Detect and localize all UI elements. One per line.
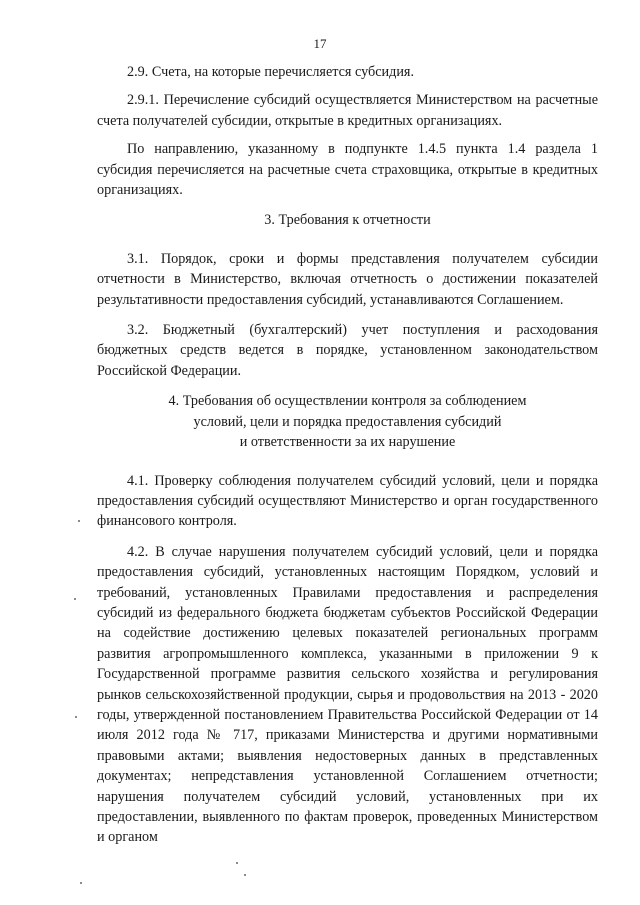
scan-speck (80, 882, 82, 884)
section-4-title-line-3: и ответственности за их нарушение (239, 434, 456, 451)
paragraph-3-2: 3.2. Бюджетный (бухгалтерский) учет поступления и расходования бюджетных средств ведется в порядке, установленном законодательством Российской Федерации. (97, 322, 598, 379)
scan-speck (244, 874, 246, 876)
scan-speck (75, 716, 77, 718)
paragraph-3-1: 3.1. Порядок, сроки и формы представления получателем субсидии отчетности в Министерство, включая отчетность о достижении показателей результативности предоставления субсидий, устанавливаются Соглашением. (97, 250, 598, 308)
section-4-title-line-2: условий, цели и порядка предоставления субсидий (193, 413, 502, 430)
section-4-title-line-1: 4. Требования об осуществлении контроля за соблюдением (168, 393, 527, 410)
page-number: 17 (313, 36, 327, 51)
document-body (97, 62, 598, 858)
scan-speck (236, 862, 238, 864)
section-3-title: 3. Требования к отчетности (264, 212, 431, 229)
paragraph-4-1: 4.1. Проверку соблюдения получателем субсидий условий, цели и порядка предоставления субсидий осуществляют Министерство и орган государственного финансового контроля. (97, 472, 598, 530)
paragraph-direction: По направлению, указанному в подпункте 1.4.5 пункта 1.4 раздела 1 субсидия перечисляется на расчетные счета страховщика, открытые в кредитных организациях. (97, 141, 598, 199)
section-4-heading (97, 391, 598, 452)
paragraph-2-9-1: 2.9.1. Перечисление субсидий осуществляется Министерством на расчетные счета получателей субсидии, открытые в кредитных организациях. (97, 92, 598, 129)
scan-speck (74, 598, 76, 600)
scan-speck (78, 520, 80, 522)
paragraph-2-9: 2.9. Счета, на которые перечисляется субсидия. (127, 64, 414, 80)
section-3-heading (97, 210, 598, 230)
paragraph-4-2: 4.2. В случае нарушения получателем субсидий условий, цели и порядка предоставления субсидий, установленных настоящим Порядком, условий и требований, установленных Правилами предоставления и распределения субсидий из федерального бюджета бюджетам субъектов Российской Федерации на содействие достижению целевых показателей региональных программ развития агропромышленного комплекса, указанными в приложении 9 к Государственной программе развития сельского хозяйства и регулирования рынков сельскохозяйственной продукции, сырья и продовольствия на 2013 - 2020 годы, утвержденной постановлением Правительства Российской Федерации от 14 июля 2012 года № 717, приказами Министерства и другими нормативными правовыми актами; выявления недостоверных данных в представленных документах; непредставления установленной Соглашением отчетности; нарушения получателем субсидий условий, установленных при их предоставлении, выявленного по фактам проверок, проведенных Министерством и органом (97, 543, 598, 846)
